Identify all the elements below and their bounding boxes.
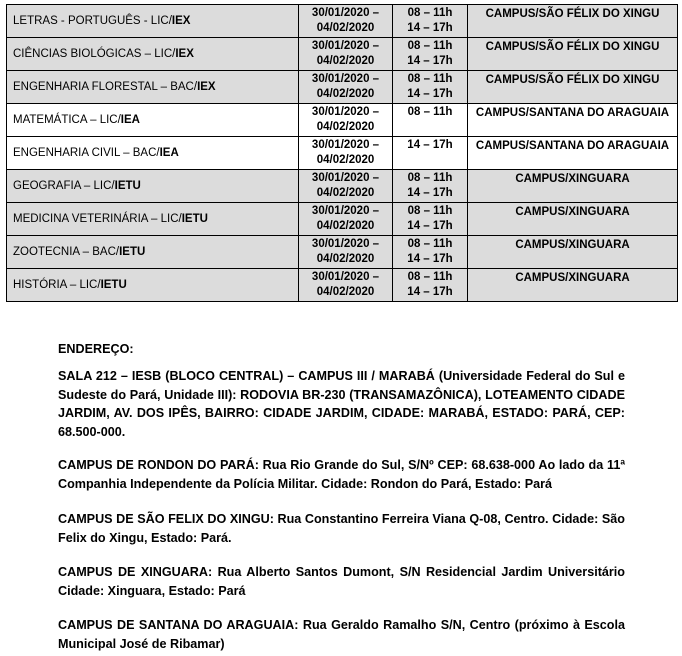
schedule-table <box>6 4 678 302</box>
date-end: 04/02/2020 <box>316 286 375 298</box>
schedule-body <box>7 5 678 302</box>
date-end: 04/02/2020 <box>316 154 375 166</box>
time-slot: 08 – 11h <box>407 238 453 250</box>
course-cell <box>7 71 299 104</box>
course-unit: IEA <box>159 146 179 159</box>
time-slot: 14 – 17h <box>407 253 453 265</box>
campus-address-text: Rua Rio Grande do Sul, S/Nº CEP: 68.638-000 Ao lado da 11ª <box>258 458 625 472</box>
campus-label: CAMPUS DE XINGUARA: <box>58 565 213 579</box>
schedule-row <box>7 170 678 203</box>
time-cell <box>393 203 468 236</box>
campus-cell: CAMPUS/XINGUARA <box>468 236 678 269</box>
time-slot: 14 – 17h <box>407 187 453 199</box>
campus-address-text: Felix do Xingu, Estado: Pará. <box>58 530 232 545</box>
date-cell <box>299 170 393 203</box>
date-start: 30/01/2020 – <box>311 40 380 52</box>
course-name: ENGENHARIA FLORESTAL – BAC/ <box>13 80 198 93</box>
date-end: 04/02/2020 <box>316 253 375 265</box>
time-cell <box>393 5 468 38</box>
course-cell <box>7 5 299 38</box>
course-cell <box>7 104 299 137</box>
schedule-row <box>7 236 678 269</box>
address-campus-rondon <box>58 456 625 493</box>
date-start: 30/01/2020 – <box>311 73 380 85</box>
date-cell <box>299 104 393 137</box>
date-end: 04/02/2020 <box>316 220 375 232</box>
course-name: ZOOTECNIA – BAC/ <box>13 245 120 258</box>
time-cell <box>393 236 468 269</box>
course-unit: IETU <box>119 245 146 258</box>
date-cell <box>299 137 393 170</box>
course-name: ENGENHARIA CIVIL – BAC/ <box>13 146 160 159</box>
course-cell <box>7 38 299 71</box>
time-slot: 08 – 11h <box>407 7 453 19</box>
time-slot: 08 – 11h <box>407 73 453 85</box>
address-campus-xinguara <box>58 563 625 600</box>
schedule-row <box>7 71 678 104</box>
course-unit: IEX <box>175 47 194 60</box>
campus-cell: CAMPUS/SANTANA DO ARAGUAIA <box>468 137 678 170</box>
date-end: 04/02/2020 <box>316 88 375 100</box>
address-sala-line: JARDIM, AV. DOS IPÊS, BAIRRO: CIDADE JARDIM, CIDADE: MARABÁ, ESTADO: PARÁ, CEP: <box>58 406 625 421</box>
campus-address-text: Municipal José de Ribamar) <box>58 636 225 651</box>
schedule-row <box>7 269 678 302</box>
date-start: 30/01/2020 – <box>311 7 380 19</box>
campus-address-text: Rua Geraldo Ramalho S/N, Centro (próximo à Escola <box>298 618 625 632</box>
date-cell <box>299 236 393 269</box>
time-slot: 14 – 17h <box>407 220 453 232</box>
course-unit: IETU <box>181 212 208 225</box>
course-cell <box>7 137 299 170</box>
date-start: 30/01/2020 – <box>311 205 380 217</box>
date-end: 04/02/2020 <box>316 22 375 34</box>
schedule-row <box>7 104 678 137</box>
course-name: MATEMÁTICA – LIC/ <box>13 113 121 126</box>
date-cell <box>299 38 393 71</box>
time-slot: 08 – 11h <box>407 172 453 184</box>
course-cell <box>7 170 299 203</box>
time-slot: 08 – 11h <box>407 106 453 118</box>
time-cell <box>393 38 468 71</box>
address-campus-santana <box>58 616 625 653</box>
campus-cell: CAMPUS/SÃO FÉLIX DO XINGU <box>468 38 678 71</box>
address-sala-line: Sudeste do Pará, Unidade III): RODOVIA BR-230 (TRANSAMAZÔNICA), LOTEAMENTO CIDADE <box>58 387 625 402</box>
date-end: 04/02/2020 <box>316 121 375 133</box>
course-unit: IEX <box>197 80 216 93</box>
date-start: 30/01/2020 – <box>311 172 380 184</box>
course-unit: IETU <box>114 179 141 192</box>
course-unit: IETU <box>100 278 127 291</box>
date-end: 04/02/2020 <box>316 187 375 199</box>
course-cell <box>7 203 299 236</box>
time-slot: 14 – 17h <box>407 139 453 151</box>
address-sala-line: SALA 212 – IESB (BLOCO CENTRAL) – CAMPUS III / MARABÁ (Universidade Federal do Sul e <box>58 369 625 383</box>
address-sala-line: 68.500-000. <box>58 424 126 439</box>
course-name: CIÊNCIAS BIOLÓGICAS – LIC/ <box>13 47 176 60</box>
campus-address-text: Cidade: Xinguara, Estado: Pará <box>58 583 246 598</box>
time-slot: 08 – 11h <box>407 40 453 52</box>
campus-label: CAMPUS DE RONDON DO PARÁ: <box>58 458 259 472</box>
campus-address-text: Rua Constantino Ferreira Viana Q-08, Centro. Cidade: São <box>273 512 625 526</box>
course-name: HISTÓRIA – LIC/ <box>13 278 101 291</box>
address-campus-sao-felix <box>58 510 625 547</box>
course-cell <box>7 236 299 269</box>
schedule-row <box>7 5 678 38</box>
date-start: 30/01/2020 – <box>311 238 380 250</box>
campus-cell: CAMPUS/XINGUARA <box>468 203 678 236</box>
date-cell <box>299 203 393 236</box>
campus-cell: CAMPUS/XINGUARA <box>468 269 678 302</box>
time-slot: 14 – 17h <box>407 22 453 34</box>
time-cell <box>393 170 468 203</box>
time-slot: 14 – 17h <box>407 88 453 100</box>
time-slot: 14 – 17h <box>407 286 453 298</box>
campus-label: CAMPUS DE SANTANA DO ARAGUAIA: <box>58 618 299 632</box>
time-slot: 08 – 11h <box>407 205 453 217</box>
campus-cell: CAMPUS/XINGUARA <box>468 170 678 203</box>
campus-label: CAMPUS DE SÃO FELIX DO XINGU: <box>58 512 274 526</box>
address-heading: ENDEREÇO: <box>58 342 134 356</box>
date-end: 04/02/2020 <box>316 55 375 67</box>
schedule-row <box>7 137 678 170</box>
date-cell <box>299 71 393 104</box>
campus-cell: CAMPUS/SÃO FÉLIX DO XINGU <box>468 71 678 104</box>
course-unit: IEA <box>120 113 140 126</box>
time-cell <box>393 269 468 302</box>
time-cell <box>393 137 468 170</box>
campus-cell: CAMPUS/SÃO FÉLIX DO XINGU <box>468 5 678 38</box>
schedule-row <box>7 203 678 236</box>
address-sala <box>58 367 625 441</box>
date-cell <box>299 269 393 302</box>
date-start: 30/01/2020 – <box>311 271 380 283</box>
time-slot: 14 – 17h <box>407 55 453 67</box>
course-name: GEOGRAFIA – LIC/ <box>13 179 115 192</box>
date-start: 30/01/2020 – <box>311 139 380 151</box>
course-unit: IEX <box>171 14 191 27</box>
course-cell <box>7 269 299 302</box>
time-cell <box>393 71 468 104</box>
campus-address-text: Rua Alberto Santos Dumont, S/N Residencial Jardim Universitário <box>212 565 625 579</box>
schedule-row <box>7 38 678 71</box>
campus-address-text: Companhia Independente da Polícia Militar. Cidade: Rondon do Pará, Estado: Pará <box>58 476 553 491</box>
date-cell <box>299 5 393 38</box>
course-name: MEDICINA VETERINÁRIA – LIC/ <box>13 212 182 225</box>
course-name: LETRAS - PORTUGUÊS - LIC/ <box>13 14 172 27</box>
time-cell <box>393 104 468 137</box>
date-start: 30/01/2020 – <box>311 106 380 118</box>
time-slot: 08 – 11h <box>407 271 453 283</box>
campus-cell: CAMPUS/SANTANA DO ARAGUAIA <box>468 104 678 137</box>
